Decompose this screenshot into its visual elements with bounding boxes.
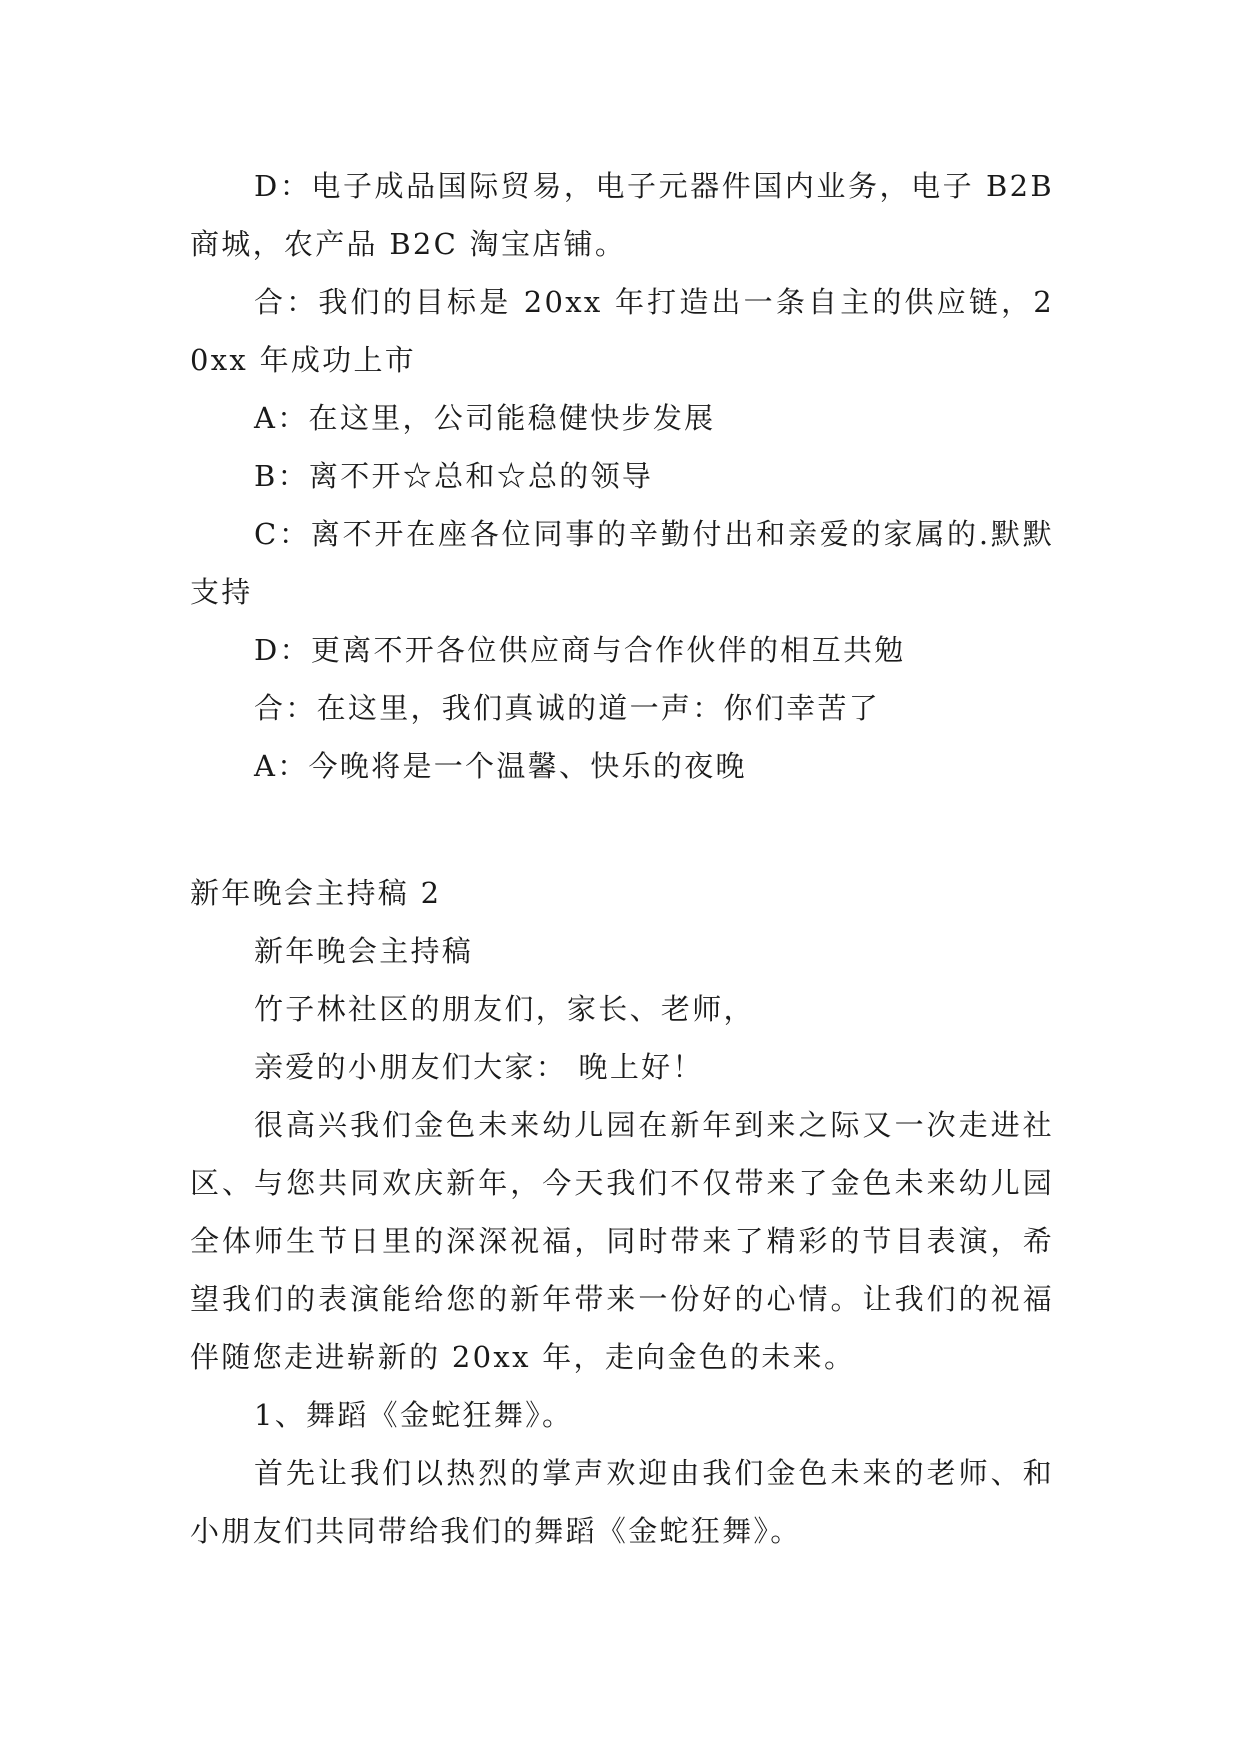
paragraph-opening-speech: 很高兴我们金色未来幼儿园在新年到来之际又一次走进社区、与您共同欢庆新年，今天我们不仅带来了金色未来幼儿园全体师生节日里的深深祝福，同时带来了精彩的节目表演，希望我们的表演能给您的新年带来一份好的心情。让我们的祝福伴随您走进崭新的 20xx 年，走向金色的未来。 <box>190 1108 1054 1374</box>
section-one <box>190 157 1054 795</box>
paragraph-d-business: D：电子成品国际贸易，电子元器件国内业务，电子 B2B 商城，农产品 B2C 淘宝店铺。 <box>190 169 1054 261</box>
paragraph-program-intro: 首先让我们以热烈的掌声欢迎由我们金色未来的老师、和小朋友们共同带给我们的舞蹈《金蛇狂舞》。 <box>190 1456 1054 1548</box>
paragraph-b-leadership: B：离不开☆总和☆总的领导 <box>254 459 654 493</box>
paragraph-greeting-community: 竹子林社区的朋友们，家长、老师， <box>254 992 755 1026</box>
section-two <box>190 864 1054 1560</box>
paragraph-greeting-children: 亲爱的小朋友们大家： 晚上好！ <box>254 1050 704 1084</box>
paragraph-script-title: 新年晚会主持稿 <box>254 934 474 968</box>
paragraph-he-goal: 合：我们的目标是 20xx 年打造出一条自主的供应链，20xx 年成功上市 <box>190 285 1054 377</box>
paragraph-d-partners: D：更离不开各位供应商与合作伙伴的相互共勉 <box>254 633 906 667</box>
paragraph-he-thanks: 合：在这里，我们真诚的道一声：你们幸苦了 <box>254 691 881 725</box>
paragraph-a-evening: A：今晚将是一个温馨、快乐的夜晚 <box>254 749 747 783</box>
section-heading: 新年晚会主持稿 2 <box>190 876 442 910</box>
paragraph-c-support: C：离不开在座各位同事的辛勤付出和亲爱的家属的.默默支持 <box>190 517 1054 609</box>
paragraph-program-item-1: 1、舞蹈《金蛇狂舞》。 <box>254 1398 574 1432</box>
paragraph-a-development: A：在这里，公司能稳健快步发展 <box>254 401 716 435</box>
